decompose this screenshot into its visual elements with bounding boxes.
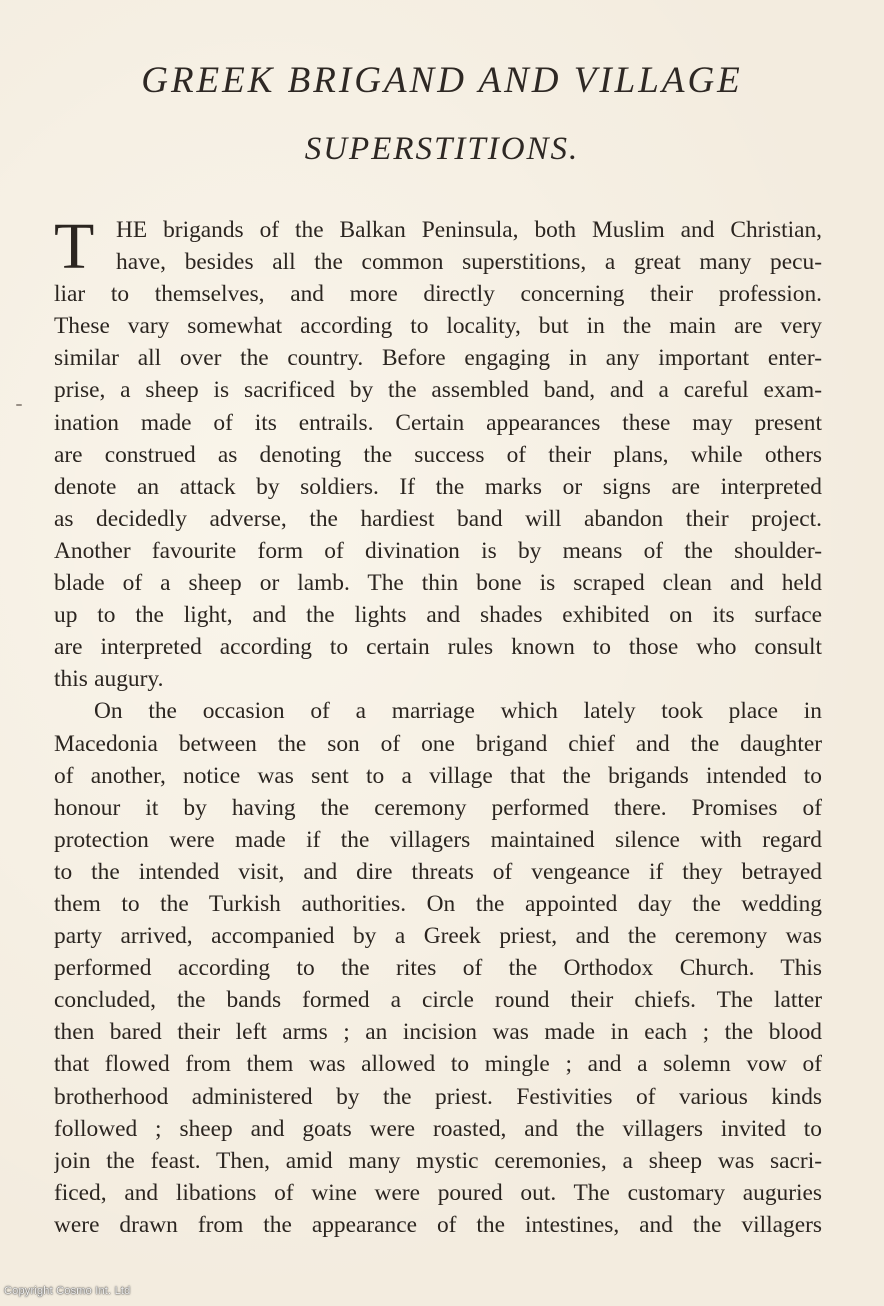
text-line: similar all over the country. Before engaging in any important enter- — [54, 345, 822, 372]
paragraph-1 — [54, 210, 822, 695]
article-title-line-1: GREEK BRIGAND AND VILLAGE — [141, 60, 743, 101]
page-speck — [16, 404, 22, 406]
text-line: blade of a sheep or lamb. The thin bone is scraped clean and held — [54, 570, 822, 597]
text-line: concluded, the bands formed a circle round their chiefs. The latter — [54, 987, 822, 1014]
text-line: prise, a sheep is sacrificed by the assembled band, and a careful exam- — [54, 377, 822, 404]
text-line: of another, notice was sent to a village that the brigands intended to — [54, 762, 822, 789]
text-line: denote an attack by soldiers. If the marks or signs are interpreted — [54, 473, 822, 500]
text-line: have, besides all the common superstitions, a great many pecu- — [116, 249, 822, 276]
text-line: ficed, and libations of wine were poured out. The customary auguries — [54, 1179, 822, 1206]
text-line: brotherhood administered by the priest. Festivities of various kinds — [54, 1083, 822, 1110]
text-line: honour it by having the ceremony performed there. Promises of — [54, 794, 822, 821]
text-line: this augury. — [54, 666, 164, 693]
text-line: Another favourite form of divination is by means of the shoulder- — [54, 537, 822, 564]
text-line: Macedonia between the son of one brigand chief and the daughter — [54, 730, 822, 757]
text-line: join the feast. Then, amid many mystic ceremonies, a sheep was sacri- — [54, 1147, 822, 1174]
text-line: performed according to the rites of the Orthodox Church. This — [54, 955, 822, 982]
copyright-watermark: Copyright Cosmo Int. Ltd — [4, 1285, 131, 1297]
text-line: These vary somewhat according to locality, but in the main are very — [54, 313, 822, 340]
article-title-line-2: SUPERSTITIONS. — [304, 131, 580, 167]
text-line: up to the light, and the lights and shades exhibited on its surface — [54, 602, 822, 629]
text-line: that flowed from them was allowed to mingle ; and a solemn vow of — [54, 1051, 822, 1078]
text-line: as decidedly adverse, the hardiest band will abandon their project. — [54, 505, 822, 532]
text-line: them to the Turkish authorities. On the appointed day the wedding — [54, 890, 822, 917]
text-line: HE brigands of the Balkan Peninsula, both Muslim and Christian, — [116, 217, 822, 243]
text-line: are construed as denoting the success of their plans, while others — [54, 441, 822, 468]
article-body — [54, 210, 822, 1241]
text-line: are interpreted according to certain rules known to those who consult — [54, 634, 822, 661]
text-line: then bared their left arms ; an incision was made in each ; the blood — [54, 1019, 822, 1046]
text-line: party arrived, accompanied by a Greek priest, and the ceremony was — [54, 923, 822, 950]
text-line: protection were made if the villagers maintained silence with regard — [54, 826, 822, 853]
text-line: On the occasion of a marriage which lately took place in — [94, 698, 822, 725]
text-line: were drawn from the appearance of the intestines, and the villagers — [54, 1211, 822, 1238]
text-line: ination made of its entrails. Certain appearances these may present — [54, 409, 822, 436]
text-line: to the intended visit, and dire threats of vengeance if they betrayed — [54, 858, 822, 885]
text-line: liar to themselves, and more directly concerning their profession. — [54, 281, 822, 308]
text-line: followed ; sheep and goats were roasted, and the villagers invited to — [54, 1115, 822, 1142]
drop-cap-letter: T — [54, 210, 95, 283]
paragraph-2 — [54, 695, 822, 1241]
